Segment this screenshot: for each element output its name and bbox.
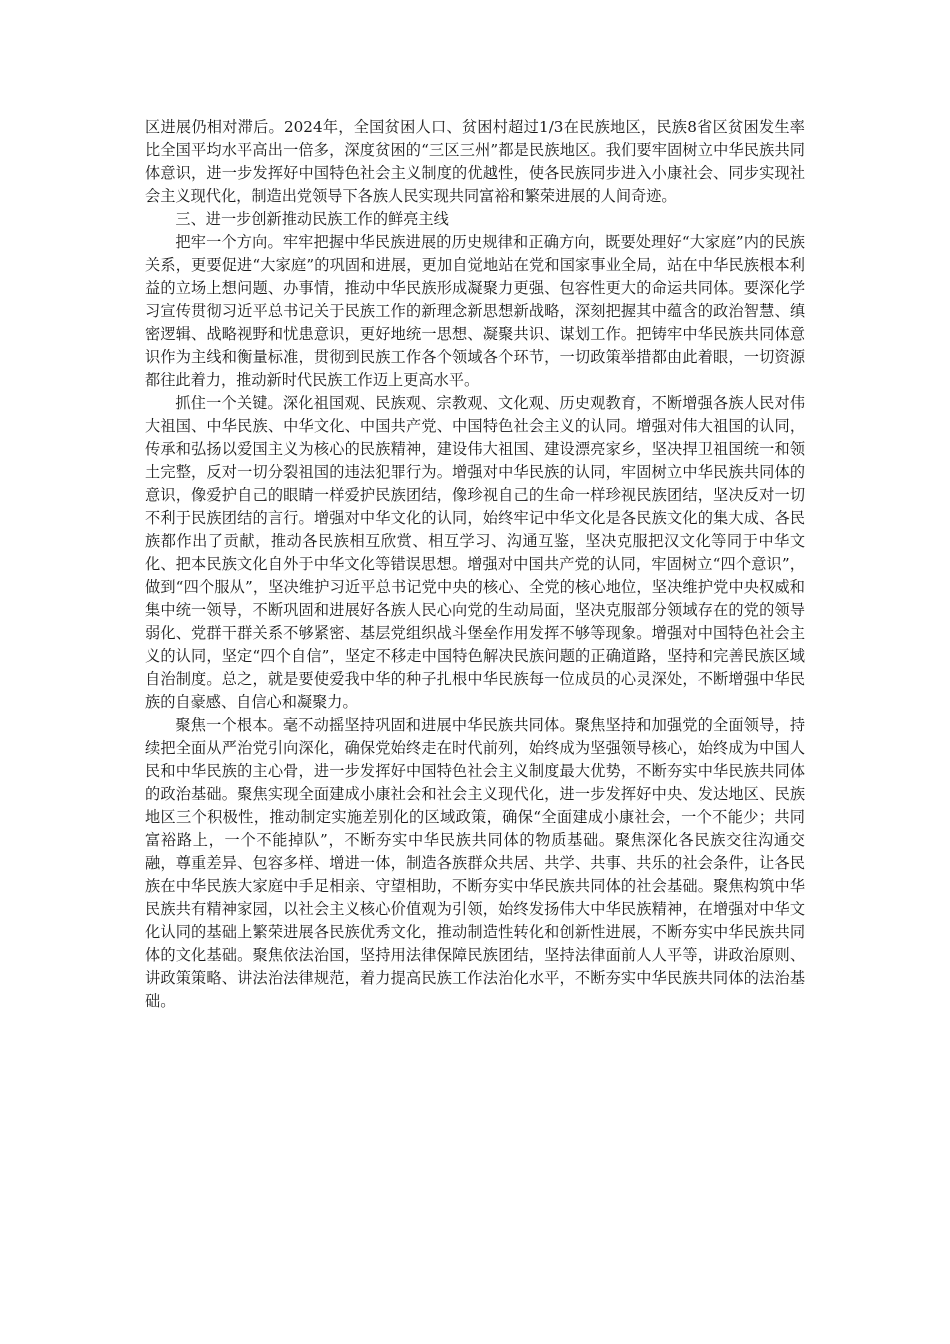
document-body bbox=[145, 116, 805, 1013]
paragraph-root: 聚焦一个根本。毫不动摇坚持巩固和进展中华民族共同体。聚焦坚持和加强党的全面领导，持续把全面从严治党引向深化，确保党始终走在时代前列，始终成为坚强领导核心，始终成为中国人民和中华民族的主心骨，进一步发挥好中国特色社会主义制度最大优势，不断夯实中华民族共同体的政治基础。聚焦实现全面建成小康社会和社会主义现代化，进一步发挥好中央、发达地区、民族地区三个积极性，推动制定实施差别化的区域政策，确保“全面建成小康社会，一个不能少；共同富裕路上，一个不能掉队”，不断夯实中华民族共同体的物质基础。聚焦深化各民族交往沟通交融，尊重差异、包容多样、增进一体，制造各族群众共居、共学、共事、共乐的社会条件，让各民族在中华民族大家庭中手足相亲、守望相助，不断夯实中华民族共同体的社会基础。聚焦构筑中华民族共有精神家园，以社会主义核心价值观为引领，始终发扬伟大中华民族精神，在增强对中华文化认同的基础上繁荣进展各民族优秀文化，推动制造性转化和创新性进展，不断夯实中华民族共同体的文化基础。聚焦依法治国，坚持用法律保障民族团结，坚持法律面前人人平等，讲政治原则、讲政策策略、讲法治法律规范，着力提高民族工作法治化水平，不断夯实中华民族共同体的法治基础。 bbox=[145, 716, 805, 1010]
paragraph-continuation: 区进展仍相对滞后。2024年，全国贫困人口、贫困村超过1/3在民族地区，民族8省区贫困发生率比全国平均水平高出一倍多，深度贫困的“三区三州”都是民族地区。我们要牢固树立中华民族共同体意识，进一步发挥好中国特色社会主义制度的优越性，使各民族同步进入小康社会、同步实现社会主义现代化，制造出党领导下各族人民实现共同富裕和繁荣进展的人间奇迹。 bbox=[145, 118, 805, 205]
section-heading: 三、进一步创新推动民族工作的鲜亮主线 bbox=[175, 210, 449, 228]
paragraph-key: 抓住一个关键。深化祖国观、民族观、宗教观、文化观、历史观教育，不断增强各族人民对伟大祖国、中华民族、中华文化、中国共产党、中国特色社会主义的认同。增强对伟大祖国的认同，传承和弘扬以爱国主义为核心的民族精神，建设伟大祖国、建设漂亮家乡，坚决捍卫祖国统一和领土完整，反对一切分裂祖国的违法犯罪行为。增强对中华民族的认同，牢固树立中华民族共同体的意识，像爱护自己的眼睛一样爱护民族团结，像珍视自己的生命一样珍视民族团结，坚决反对一切不利于民族团结的言行。增强对中华文化的认同，始终牢记中华文化是各民族文化的集大成、各民族都作出了贡献，推动各民族相互欣赏、相互学习、沟通互鉴，坚决克服把汉文化等同于中华文化、把本民族文化自外于中华文化等错误思想。增强对中国共产党的认同，牢固树立“四个意识”，做到“四个服从”，坚决维护习近平总书记党中央的核心、全党的核心地位，坚决维护党中央权威和集中统一领导，不断巩固和进展好各族人民心向党的生动局面，坚决克服部分领域存在的党的领导弱化、党群干群关系不够紧密、基层党组织战斗堡垒作用发挥不够等现象。增强对中国特色社会主义的认同，坚定“四个自信”，坚定不移走中国特色解决民族问题的正确道路，坚持和完善民族区域自治制度。总之，就是要使爱我中华的种子扎根中华民族每一位成员的心灵深处，不断增强中华民族的自豪感、自信心和凝聚力。 bbox=[145, 394, 805, 711]
paragraph-direction: 把牢一个方向。牢牢把握中华民族进展的历史规律和正确方向，既要处理好“大家庭”内的民族关系，更要促进“大家庭”的巩固和进展，更加自觉地站在党和国家事业全局，站在中华民族根本利益的立场上想问题、办事情，推动中华民族形成凝聚力更强、包容性更大的命运共同体。要深化学习宣传贯彻习近平总书记关于民族工作的新理念新思想新战略，深刻把握其中蕴含的政治智慧、缜密逻辑、战略视野和忧患意识，更好地统一思想、凝聚共识、谋划工作。把铸牢中华民族共同体意识作为主线和衡量标准，贯彻到民族工作各个领域各个环节，一切政策举措都由此着眼，一切资源都往此着力，推动新时代民族工作迈上更高水平。 bbox=[145, 233, 805, 389]
